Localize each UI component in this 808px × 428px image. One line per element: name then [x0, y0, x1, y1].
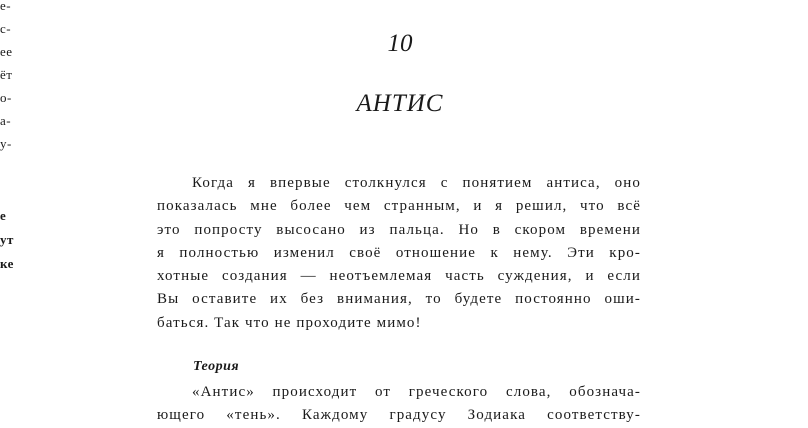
margin-fragment-bold: е [0, 208, 7, 223]
margin-fragment: е- [0, 0, 12, 13]
chapter-title: АНТИС [356, 90, 444, 117]
margin-fragment: ее [0, 44, 13, 59]
intro-paragraph [157, 172, 641, 335]
paragraph-line: это попросту высосано из пальца. Но в скором времени [157, 221, 641, 238]
margin-fragment: ёт [0, 67, 13, 82]
paragraph-line: Вы оставите их без внимания, то будете постоянно оши- [157, 291, 641, 308]
margin-fragment: а- [0, 113, 12, 128]
margin-fragment: у- [0, 136, 12, 151]
paragraph-line: показалась мне более чем странным, и я решил, что всё [157, 198, 641, 215]
margin-fragment: с- [0, 21, 12, 36]
section-paragraph [157, 381, 641, 428]
margin-fragment-bold: ут [0, 232, 14, 247]
margin-fragment: о- [0, 90, 12, 105]
section-heading: Теория [193, 359, 240, 374]
margin-fragment-bold: ке [0, 256, 14, 271]
paragraph-line: я полностью изменил своё отношение к нему. Эти кро- [157, 244, 641, 261]
paragraph-line: Когда я впервые столкнулся с понятием антиса, оно [192, 175, 641, 191]
paragraph-line: ющего «тень». Каждому градусу Зодиака соответству- [157, 407, 641, 424]
paragraph-line: баться. Так что не проходите мимо! [157, 314, 422, 331]
paragraph-line: «Антис» происходит от греческого слова, обознача- [192, 384, 641, 400]
paragraph-line: хотные создания — неотъемлемая часть суждения, и если [157, 268, 641, 285]
chapter-number: 10 [387, 30, 413, 57]
